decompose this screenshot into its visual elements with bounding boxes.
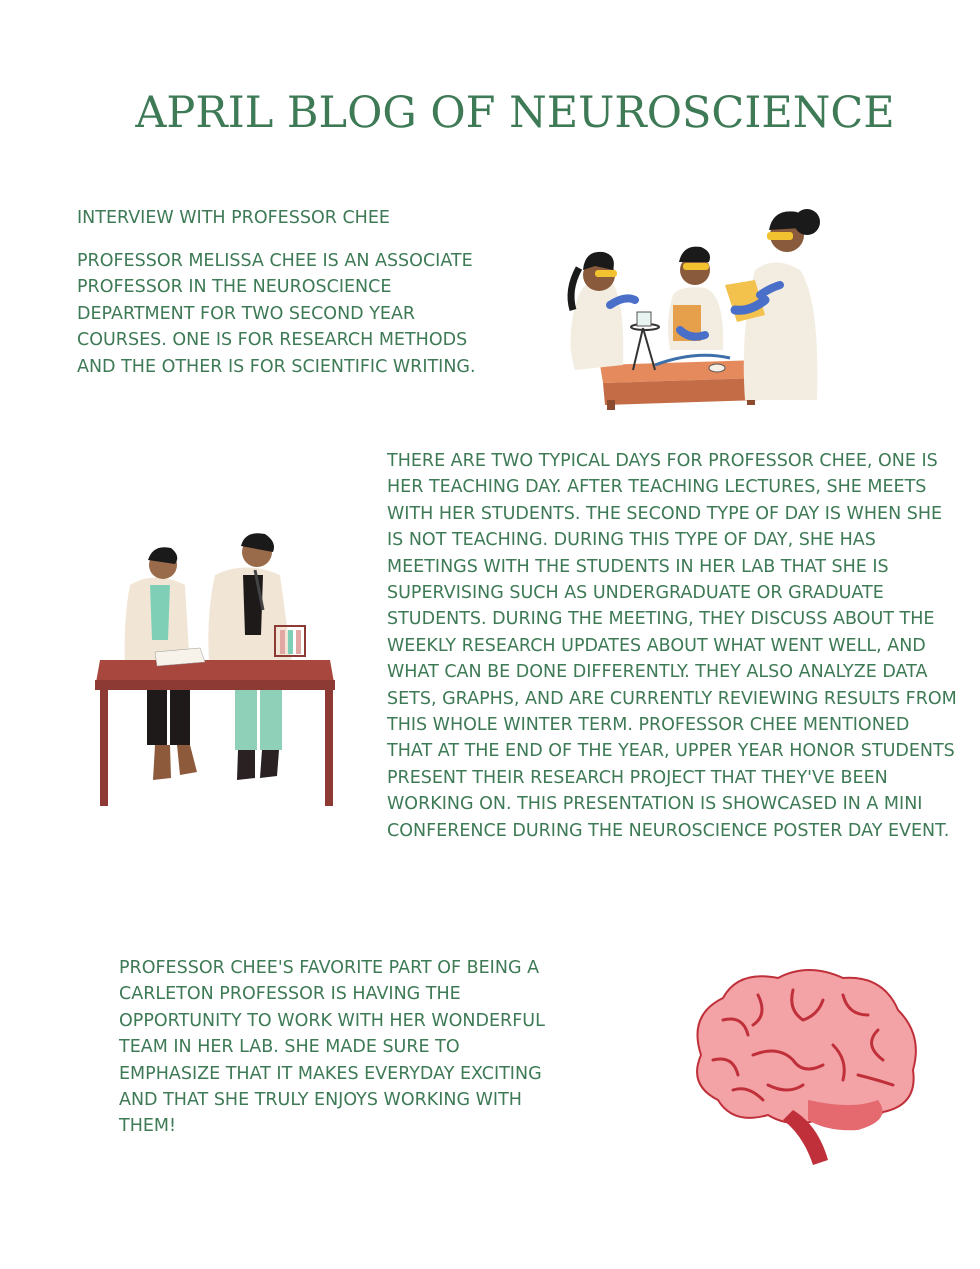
favorite-part-paragraph: PROFESSOR CHEE'S FAVORITE PART OF BEING A CARLETON PROFESSOR IS HAVING THE OPPORTUNITY TO WORK WITH HER WONDERFUL TEAM IN HER LAB. SHE MADE SURE TO EMPHASIZE THAT IT MAKES EVERYDAY EXCITING AND THAT SHE TRULY ENJOYS WORKING WITH THEM! (119, 958, 545, 1137)
brain-icon (683, 960, 923, 1170)
lab-team-illustration (555, 200, 855, 415)
article-subheading: INTERVIEW WITH PROFESSOR CHEE (77, 208, 390, 228)
scientists-at-desk-illustration (95, 530, 340, 810)
intro-paragraph: PROFESSOR MELISSA CHEE IS AN ASSOCIATE PROFESSOR IN THE NEUROSCIENCE DEPARTMENT FOR TWO SECOND YEAR COURSES. ONE IS FOR RESEARCH METHODS AND THE OTHER IS FOR SCIENTIFIC WRITING. (77, 251, 476, 377)
typical-days-paragraph: THERE ARE TWO TYPICAL DAYS FOR PROFESSOR CHEE, ONE IS HER TEACHING DAY. AFTER TEACHING LECTURES, SHE MEETS WITH HER STUDENTS. THE SECOND TYPE OF DAY IS WHEN SHE IS NOT TEACHING. DURING THIS TYPE OF DAY, SHE HAS MEETINGS WITH THE STUDENTS IN HER LAB THAT SHE IS SUPERVISING SUCH AS UNDERGRADUATE OR GRADUATE STUDENTS. DURING THE MEETING, THEY DISCUSS ABOUT THE WEEKLY RESEARCH UPDATES ABOUT WHAT WENT WELL, AND WHAT CAN BE DONE DIFFERENTLY. THEY ALSO ANALYZE DATA SETS, GRAPHS, AND ARE CURRENTLY REVIEWING RESULTS FROM THIS WHOLE WINTER TERM. PROFESSOR CHEE MENTIONED THAT AT THE END OF THE YEAR, UPPER YEAR HONOR STUDENTS PRESENT THEIR RESEARCH PROJECT THAT THEY'VE BEEN WORKING ON. THIS PRESENTATION IS SHOWCASED IN A MINI CONFERENCE DURING THE NEUROSCIENCE POSTER DAY EVENT. (387, 451, 957, 841)
page-title: APRIL BLOG OF NEUROSCIENCE (135, 88, 895, 138)
